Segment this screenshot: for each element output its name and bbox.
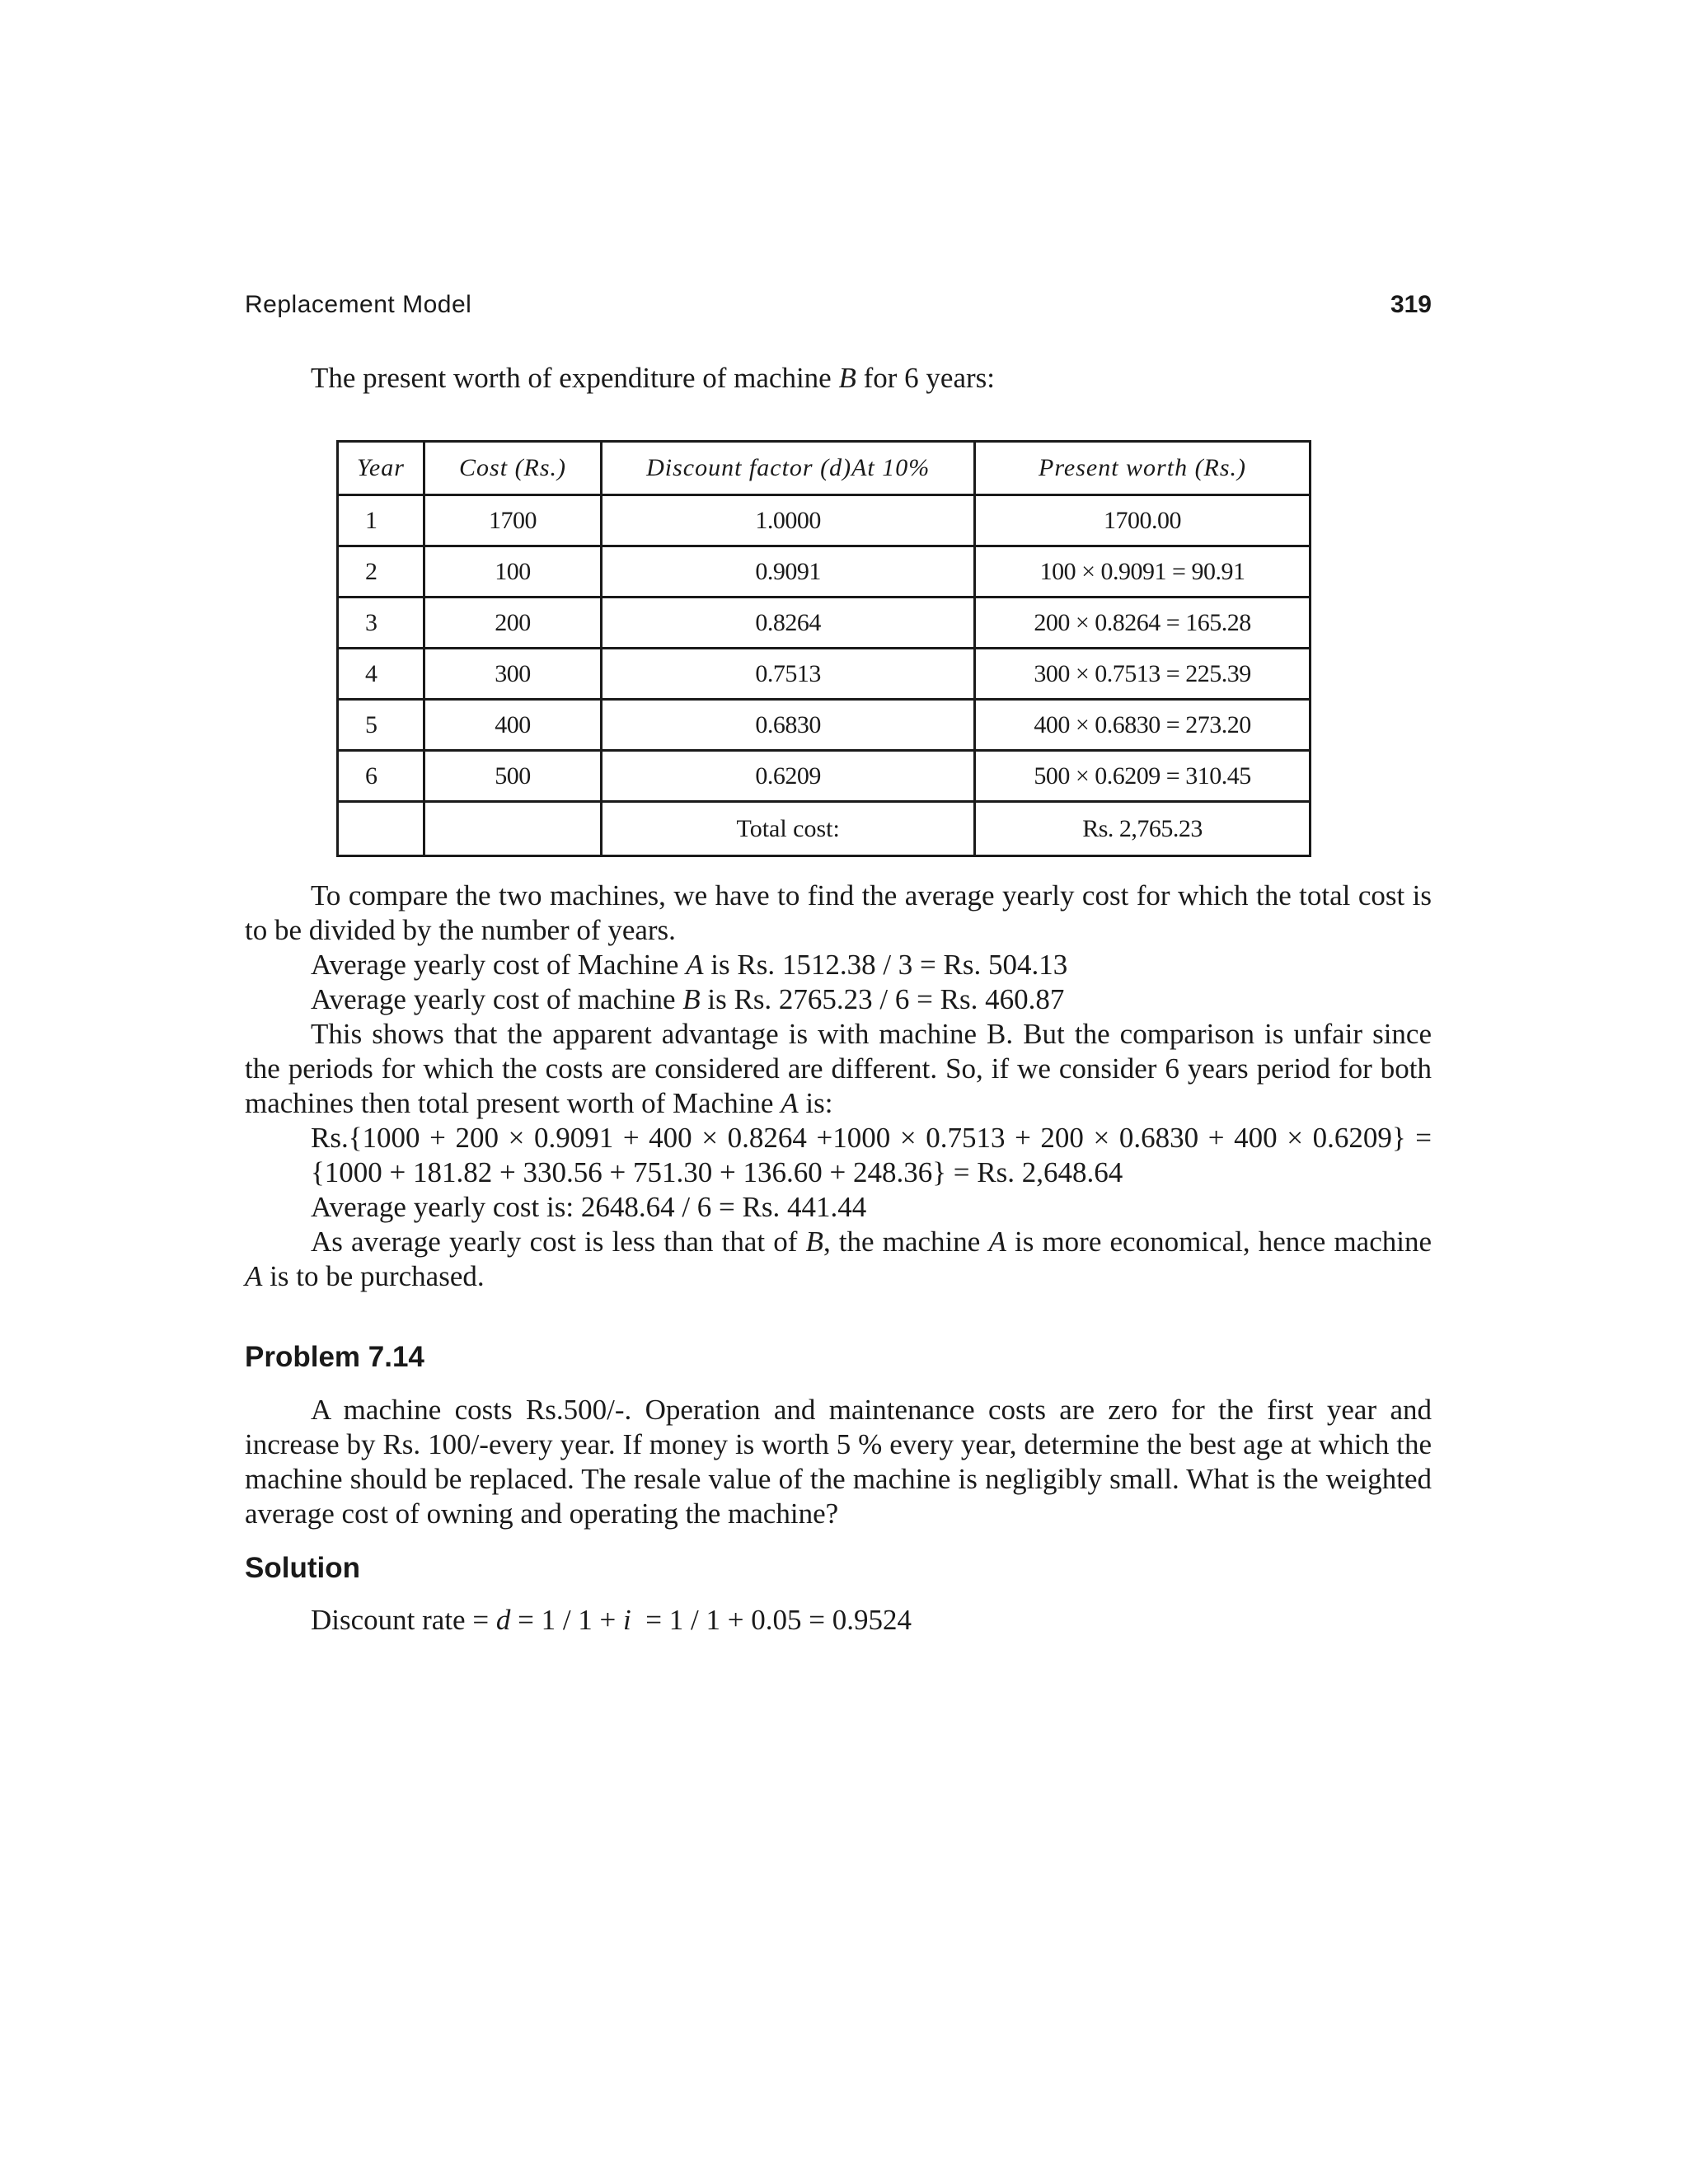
table-row bbox=[338, 546, 1311, 598]
paragraph bbox=[245, 1603, 1432, 1638]
cell-year: 2 bbox=[338, 546, 424, 598]
cell-year: 1 bbox=[338, 495, 424, 546]
cell-cost: 100 bbox=[424, 546, 601, 598]
total-value: Rs. 2,765.23 bbox=[975, 802, 1311, 856]
formula-line: Rs.{1000 + 200 × 0.9091 + 400 × 0.8264 +1000 × 0.7513 + 200 × 0.6830 + 400 × 0.6209} = bbox=[311, 1122, 1432, 1154]
machine-label: A bbox=[781, 1087, 799, 1119]
machine-label: B bbox=[682, 983, 701, 1015]
machine-label: A bbox=[988, 1226, 1006, 1258]
cell-cost: 200 bbox=[424, 598, 601, 649]
header-cost: Cost (Rs.) bbox=[424, 442, 601, 495]
total-label: Total cost: bbox=[602, 802, 975, 856]
variable-i: i bbox=[623, 1604, 631, 1636]
header-year: Year bbox=[338, 442, 424, 495]
text-span: is to be purchased. bbox=[262, 1260, 485, 1292]
header-discount-factor: Discount factor (d)At 10% bbox=[602, 442, 975, 495]
solution-heading: Solution bbox=[245, 1552, 360, 1584]
text-span: Average yearly cost of Machine bbox=[311, 949, 687, 981]
text-span: As average yearly cost is less than that of bbox=[311, 1226, 806, 1258]
cell-cost: 400 bbox=[424, 700, 601, 751]
cell-present-worth: 500 × 0.6209 = 310.45 bbox=[975, 751, 1311, 802]
text-span: = 1 / 1 + bbox=[510, 1604, 624, 1636]
table-row bbox=[338, 495, 1311, 546]
cell-cost: 300 bbox=[424, 649, 601, 700]
cell-factor: 0.8264 bbox=[602, 598, 975, 649]
paragraph bbox=[245, 982, 1432, 1017]
text-span: Average yearly cost of machine bbox=[311, 983, 683, 1015]
intro-machine: B bbox=[838, 362, 856, 394]
table-row bbox=[338, 751, 1311, 802]
paragraph bbox=[245, 1017, 1432, 1121]
text-span: This shows that the apparent advantage is with machine B. But the comparison is unfair since the periods for which the costs are considered are different. So, if we consider 6 years period for both machines then total present worth of Machine bbox=[245, 1018, 1432, 1119]
cell-cost: 500 bbox=[424, 751, 601, 802]
cell-year: 4 bbox=[338, 649, 424, 700]
cell-present-worth: 300 × 0.7513 = 225.39 bbox=[975, 649, 1311, 700]
intro-sentence bbox=[245, 361, 1432, 396]
header-present-worth: Present worth (Rs.) bbox=[975, 442, 1311, 495]
text-span: Discount rate = bbox=[311, 1604, 496, 1636]
table-header-row bbox=[338, 442, 1311, 495]
table-row bbox=[338, 700, 1311, 751]
cell-empty bbox=[424, 802, 601, 856]
running-title: Replacement Model bbox=[245, 291, 472, 318]
variable-d: d bbox=[495, 1604, 511, 1636]
formula-line: {1000 + 181.82 + 330.56 + 751.30 + 136.60 + 248.36} = Rs. 2,648.64 bbox=[311, 1156, 1123, 1188]
intro-text-before: The present worth of expenditure of machine bbox=[311, 362, 839, 394]
cell-present-worth: 200 × 0.8264 = 165.28 bbox=[975, 598, 1311, 649]
cell-year: 3 bbox=[338, 598, 424, 649]
solution-text bbox=[245, 1603, 1432, 1638]
text-span: is more economical, hence machine bbox=[1006, 1226, 1432, 1258]
page-header bbox=[245, 291, 1432, 324]
paragraph: To compare the two machines, we have to find the average yearly cost for which the total cost is to be divided by the number of years. bbox=[245, 879, 1432, 946]
paragraph: Average yearly cost is: 2648.64 / 6 = Rs. 441.44 bbox=[311, 1191, 867, 1223]
page-number: 319 bbox=[1390, 291, 1432, 318]
text-span: , the machine bbox=[823, 1226, 989, 1258]
problem-heading: Problem 7.14 bbox=[245, 1341, 424, 1373]
machine-label: A bbox=[245, 1260, 263, 1292]
cell-year: 6 bbox=[338, 751, 424, 802]
cell-present-worth: 100 × 0.9091 = 90.91 bbox=[975, 546, 1311, 598]
cell-year: 5 bbox=[338, 700, 424, 751]
intro-text-after: for 6 years: bbox=[856, 362, 995, 394]
paragraph: A machine costs Rs.500/-. Operation and maintenance costs are zero for the first year and increase by Rs. 100/-every year. If money is worth 5 % every year, determine the best age at which the machine should be replaced. The resale value of the machine is negligibly small. What is the weighted average cost of owning and operating the machine? bbox=[245, 1394, 1432, 1530]
machine-label: B bbox=[805, 1226, 823, 1258]
cell-present-worth: 400 × 0.6830 = 273.20 bbox=[975, 700, 1311, 751]
cell-factor: 0.7513 bbox=[602, 649, 975, 700]
table-total-row bbox=[338, 802, 1311, 856]
comparison-text bbox=[245, 879, 1432, 1294]
problem-statement bbox=[245, 1393, 1432, 1531]
cell-empty bbox=[338, 802, 424, 856]
text-span: is Rs. 1512.38 / 3 = Rs. 504.13 bbox=[703, 949, 1068, 981]
machine-label: A bbox=[686, 949, 704, 981]
text-span: = 1 / 1 + 0.05 = 0.9524 bbox=[631, 1604, 912, 1636]
cell-factor: 0.9091 bbox=[602, 546, 975, 598]
cell-factor: 1.0000 bbox=[602, 495, 975, 546]
cell-cost: 1700 bbox=[424, 495, 601, 546]
text-span: is: bbox=[798, 1087, 833, 1119]
cell-factor: 0.6209 bbox=[602, 751, 975, 802]
paragraph bbox=[245, 948, 1432, 982]
cell-factor: 0.6830 bbox=[602, 700, 975, 751]
table-row bbox=[338, 649, 1311, 700]
present-worth-table bbox=[336, 440, 1311, 857]
cell-present-worth: 1700.00 bbox=[975, 495, 1311, 546]
paragraph bbox=[245, 1225, 1432, 1294]
table-row bbox=[338, 598, 1311, 649]
text-span: is Rs. 2765.23 / 6 = Rs. 460.87 bbox=[700, 983, 1065, 1015]
